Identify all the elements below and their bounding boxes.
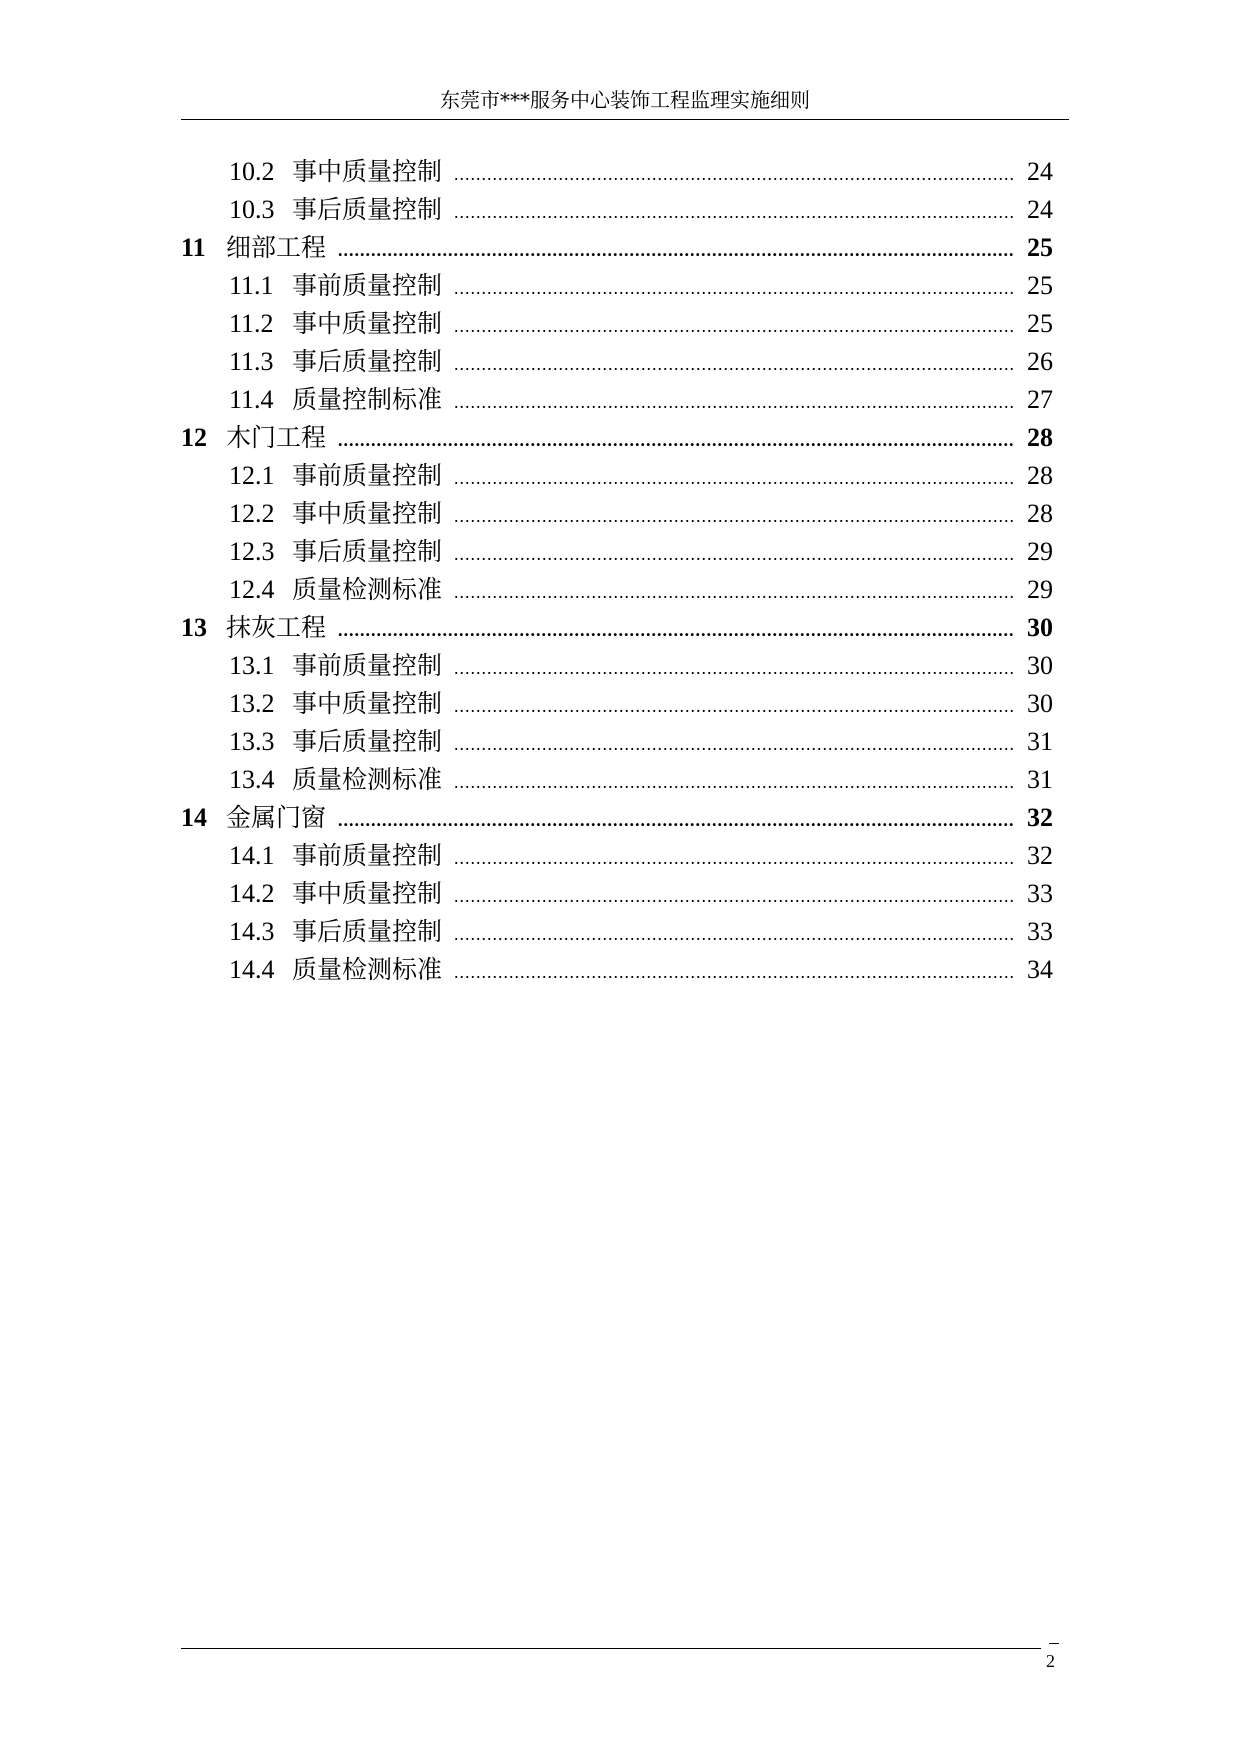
toc-entry-title: 木门工程 xyxy=(226,423,327,452)
toc-entry-page: 28 xyxy=(1027,461,1053,490)
toc-entry-title: 金属门窗 xyxy=(226,803,327,832)
toc-entry-title: 事前质量控制 xyxy=(292,271,443,300)
toc-entry-number: 10.3 xyxy=(229,195,275,224)
toc-dot-leader xyxy=(454,649,1013,687)
toc-dot-leader xyxy=(454,307,1013,345)
toc-entry-number: 13.4 xyxy=(229,765,275,794)
toc-entry-title: 事中质量控制 xyxy=(292,499,443,528)
toc-entry-page: 30 xyxy=(1027,613,1053,642)
toc-section-entry[interactable] xyxy=(181,723,1053,761)
toc-section-entry[interactable] xyxy=(181,153,1053,191)
toc-dot-leader xyxy=(454,383,1013,421)
toc-entry-title: 事前质量控制 xyxy=(292,841,443,870)
header-rule xyxy=(181,119,1069,120)
toc-entry-title: 事后质量控制 xyxy=(292,917,443,946)
toc-dot-leader xyxy=(454,345,1013,383)
toc-entry-title: 质量检测标准 xyxy=(292,955,443,984)
toc-entry-page: 33 xyxy=(1027,879,1053,908)
toc-entry-title: 质量检测标准 xyxy=(292,575,443,604)
toc-entry-title: 事前质量控制 xyxy=(292,461,443,490)
toc-section-entry[interactable] xyxy=(181,495,1053,533)
page-number: 2 xyxy=(1046,1651,1055,1671)
toc-section-entry[interactable] xyxy=(181,533,1053,571)
toc-entry-page: 30 xyxy=(1027,689,1053,718)
toc-entry-title: 质量控制标准 xyxy=(292,385,443,414)
toc-entry-title: 事中质量控制 xyxy=(292,157,443,186)
toc-section-entry[interactable] xyxy=(181,457,1053,495)
toc-entry-number: 14.4 xyxy=(229,955,275,984)
toc-entry-number: 11.2 xyxy=(229,309,274,338)
toc-section-entry[interactable] xyxy=(181,571,1053,609)
footer-rule xyxy=(181,1648,1041,1649)
toc-dot-leader xyxy=(338,801,1013,839)
toc-dot-leader xyxy=(454,269,1013,307)
toc-entry-number: 14 xyxy=(181,803,207,832)
toc-entry-title: 细部工程 xyxy=(226,233,327,262)
toc-entry-page: 30 xyxy=(1027,651,1053,680)
footer-mark xyxy=(1049,1643,1059,1644)
toc-section-entry[interactable] xyxy=(181,875,1053,913)
toc-entry-page: 26 xyxy=(1027,347,1053,376)
toc-dot-leader xyxy=(454,573,1013,611)
toc-dot-leader xyxy=(454,763,1013,801)
toc-entry-number: 13.3 xyxy=(229,727,275,756)
toc-entry-number: 11.4 xyxy=(229,385,274,414)
toc-dot-leader xyxy=(338,231,1013,269)
toc-entry-page: 25 xyxy=(1027,233,1053,262)
toc-entry-number: 10.2 xyxy=(229,157,275,186)
toc-dot-leader xyxy=(454,497,1013,535)
toc-entry-number: 11.1 xyxy=(229,271,274,300)
toc-entry-number: 14.1 xyxy=(229,841,275,870)
toc-chapter-entry[interactable] xyxy=(181,419,1053,457)
toc-entry-page: 25 xyxy=(1027,309,1053,338)
toc-entry-number: 12.3 xyxy=(229,537,275,566)
toc-dot-leader xyxy=(338,611,1013,649)
toc-chapter-entry[interactable] xyxy=(181,609,1053,647)
toc-dot-leader xyxy=(454,535,1013,573)
toc-entry-number: 12.1 xyxy=(229,461,275,490)
toc-entry-page: 33 xyxy=(1027,917,1053,946)
toc-entry-page: 28 xyxy=(1027,423,1053,452)
toc-dot-leader xyxy=(454,915,1013,953)
toc-dot-leader xyxy=(454,953,1013,991)
toc-dot-leader xyxy=(454,839,1013,877)
toc-entry-title: 抹灰工程 xyxy=(226,613,327,642)
toc-section-entry[interactable] xyxy=(181,647,1053,685)
toc-entry-title: 事中质量控制 xyxy=(292,309,443,338)
toc-entry-number: 12.4 xyxy=(229,575,275,604)
toc-entry-page: 31 xyxy=(1027,765,1053,794)
toc-entry-title: 事后质量控制 xyxy=(292,347,443,376)
toc-section-entry[interactable] xyxy=(181,267,1053,305)
toc-entry-title: 事后质量控制 xyxy=(292,195,443,224)
toc-entry-page: 29 xyxy=(1027,537,1053,566)
toc-entry-title: 质量检测标准 xyxy=(292,765,443,794)
table-of-contents xyxy=(181,153,1053,989)
toc-entry-number: 11 xyxy=(181,233,206,262)
toc-entry-number: 12 xyxy=(181,423,207,452)
toc-dot-leader xyxy=(454,193,1013,231)
toc-entry-title: 事后质量控制 xyxy=(292,537,443,566)
toc-section-entry[interactable] xyxy=(181,685,1053,723)
toc-entry-title: 事后质量控制 xyxy=(292,727,443,756)
toc-entry-page: 27 xyxy=(1027,385,1053,414)
toc-entry-title: 事中质量控制 xyxy=(292,689,443,718)
toc-entry-number: 12.2 xyxy=(229,499,275,528)
toc-dot-leader xyxy=(454,155,1013,193)
toc-entry-page: 24 xyxy=(1027,195,1053,224)
toc-entry-number: 13 xyxy=(181,613,207,642)
toc-entry-number: 14.2 xyxy=(229,879,275,908)
toc-entry-page: 28 xyxy=(1027,499,1053,528)
toc-entry-number: 11.3 xyxy=(229,347,274,376)
toc-entry-number: 13.2 xyxy=(229,689,275,718)
toc-dot-leader xyxy=(338,421,1013,459)
toc-section-entry[interactable] xyxy=(181,343,1053,381)
toc-entry-number: 13.1 xyxy=(229,651,275,680)
toc-dot-leader xyxy=(454,687,1013,725)
toc-entry-page: 32 xyxy=(1027,803,1053,832)
toc-entry-page: 32 xyxy=(1027,841,1053,870)
toc-entry-title: 事中质量控制 xyxy=(292,879,443,908)
toc-entry-title: 事前质量控制 xyxy=(292,651,443,680)
toc-section-entry[interactable] xyxy=(181,837,1053,875)
toc-section-entry[interactable] xyxy=(181,913,1053,951)
toc-entry-page: 34 xyxy=(1027,955,1053,984)
toc-chapter-entry[interactable] xyxy=(181,799,1053,837)
toc-entry-page: 31 xyxy=(1027,727,1053,756)
running-header: 东莞市***服务中心装饰工程监理实施细则 xyxy=(440,88,810,112)
toc-dot-leader xyxy=(454,725,1013,763)
toc-section-entry[interactable] xyxy=(181,381,1053,419)
toc-section-entry[interactable] xyxy=(181,951,1053,989)
toc-section-entry[interactable] xyxy=(181,761,1053,799)
toc-dot-leader xyxy=(454,877,1013,915)
toc-entry-page: 29 xyxy=(1027,575,1053,604)
toc-section-entry[interactable] xyxy=(181,191,1053,229)
toc-chapter-entry[interactable] xyxy=(181,229,1053,267)
toc-entry-page: 25 xyxy=(1027,271,1053,300)
toc-entry-number: 14.3 xyxy=(229,917,275,946)
toc-dot-leader xyxy=(454,459,1013,497)
toc-entry-page: 24 xyxy=(1027,157,1053,186)
toc-section-entry[interactable] xyxy=(181,305,1053,343)
